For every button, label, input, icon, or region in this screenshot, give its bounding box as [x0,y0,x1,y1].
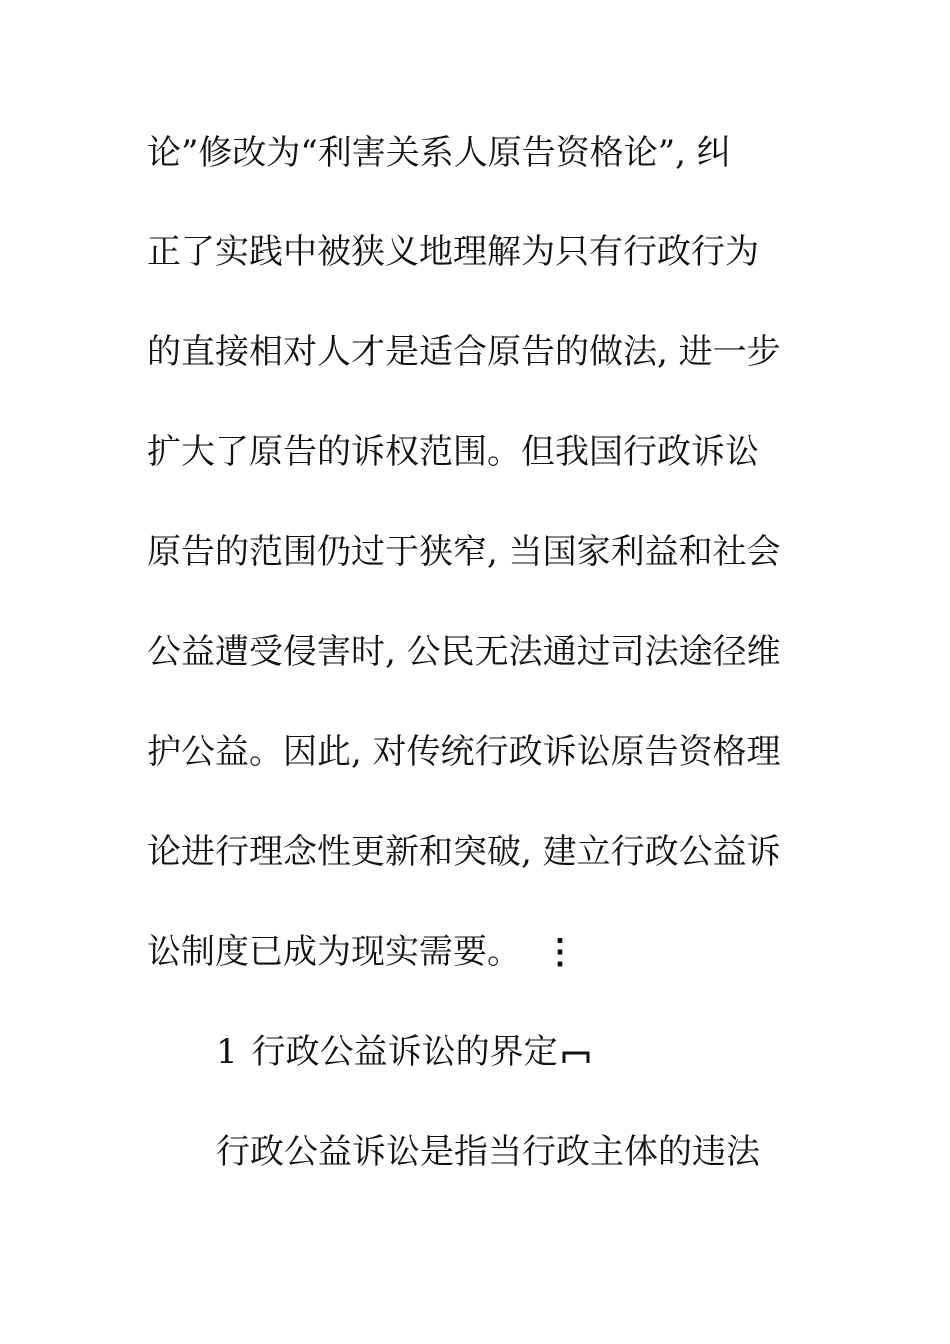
paragraph-line-6: 公益遭受侵害时, 公民无法通过司法途径维 [147,632,781,672]
paragraph-line-7: 护公益。因此, 对传统行政诉讼原告资格理 [147,732,781,772]
paragraph-line-3: 的直接相对人才是适合原告的做法, 进一步 [147,332,781,372]
paragraph-line-8: 论进行理念性更新和突破, 建立行政公益诉 [147,832,781,872]
paragraph-line-9-text: 讼制度已成为现实需要。 [147,932,521,972]
next-paragraph-line: 行政公益诉讼是指当行政主体的违法 [216,1132,760,1172]
section-title: 行政公益诉讼的界定 [251,1032,558,1072]
paragraph-line-9 [147,932,577,972]
section-heading [216,1032,590,1072]
vertical-ellipsis-mark: ⋮ [543,932,577,972]
section-number: 1 [216,1032,238,1072]
bracket-mark-icon [562,1034,590,1050]
paragraph-line-1: 论”修改为“利害关系人原告资格论”, 纠 [147,133,731,173]
paragraph-line-2: 正了实践中被狭义地理解为只有行政行为 [147,232,759,272]
paragraph-line-4: 扩大了原告的诉权范围。但我国行政诉讼 [147,432,759,472]
paragraph-line-5: 原告的范围仍过于狭窄, 当国家利益和社会 [147,532,781,572]
